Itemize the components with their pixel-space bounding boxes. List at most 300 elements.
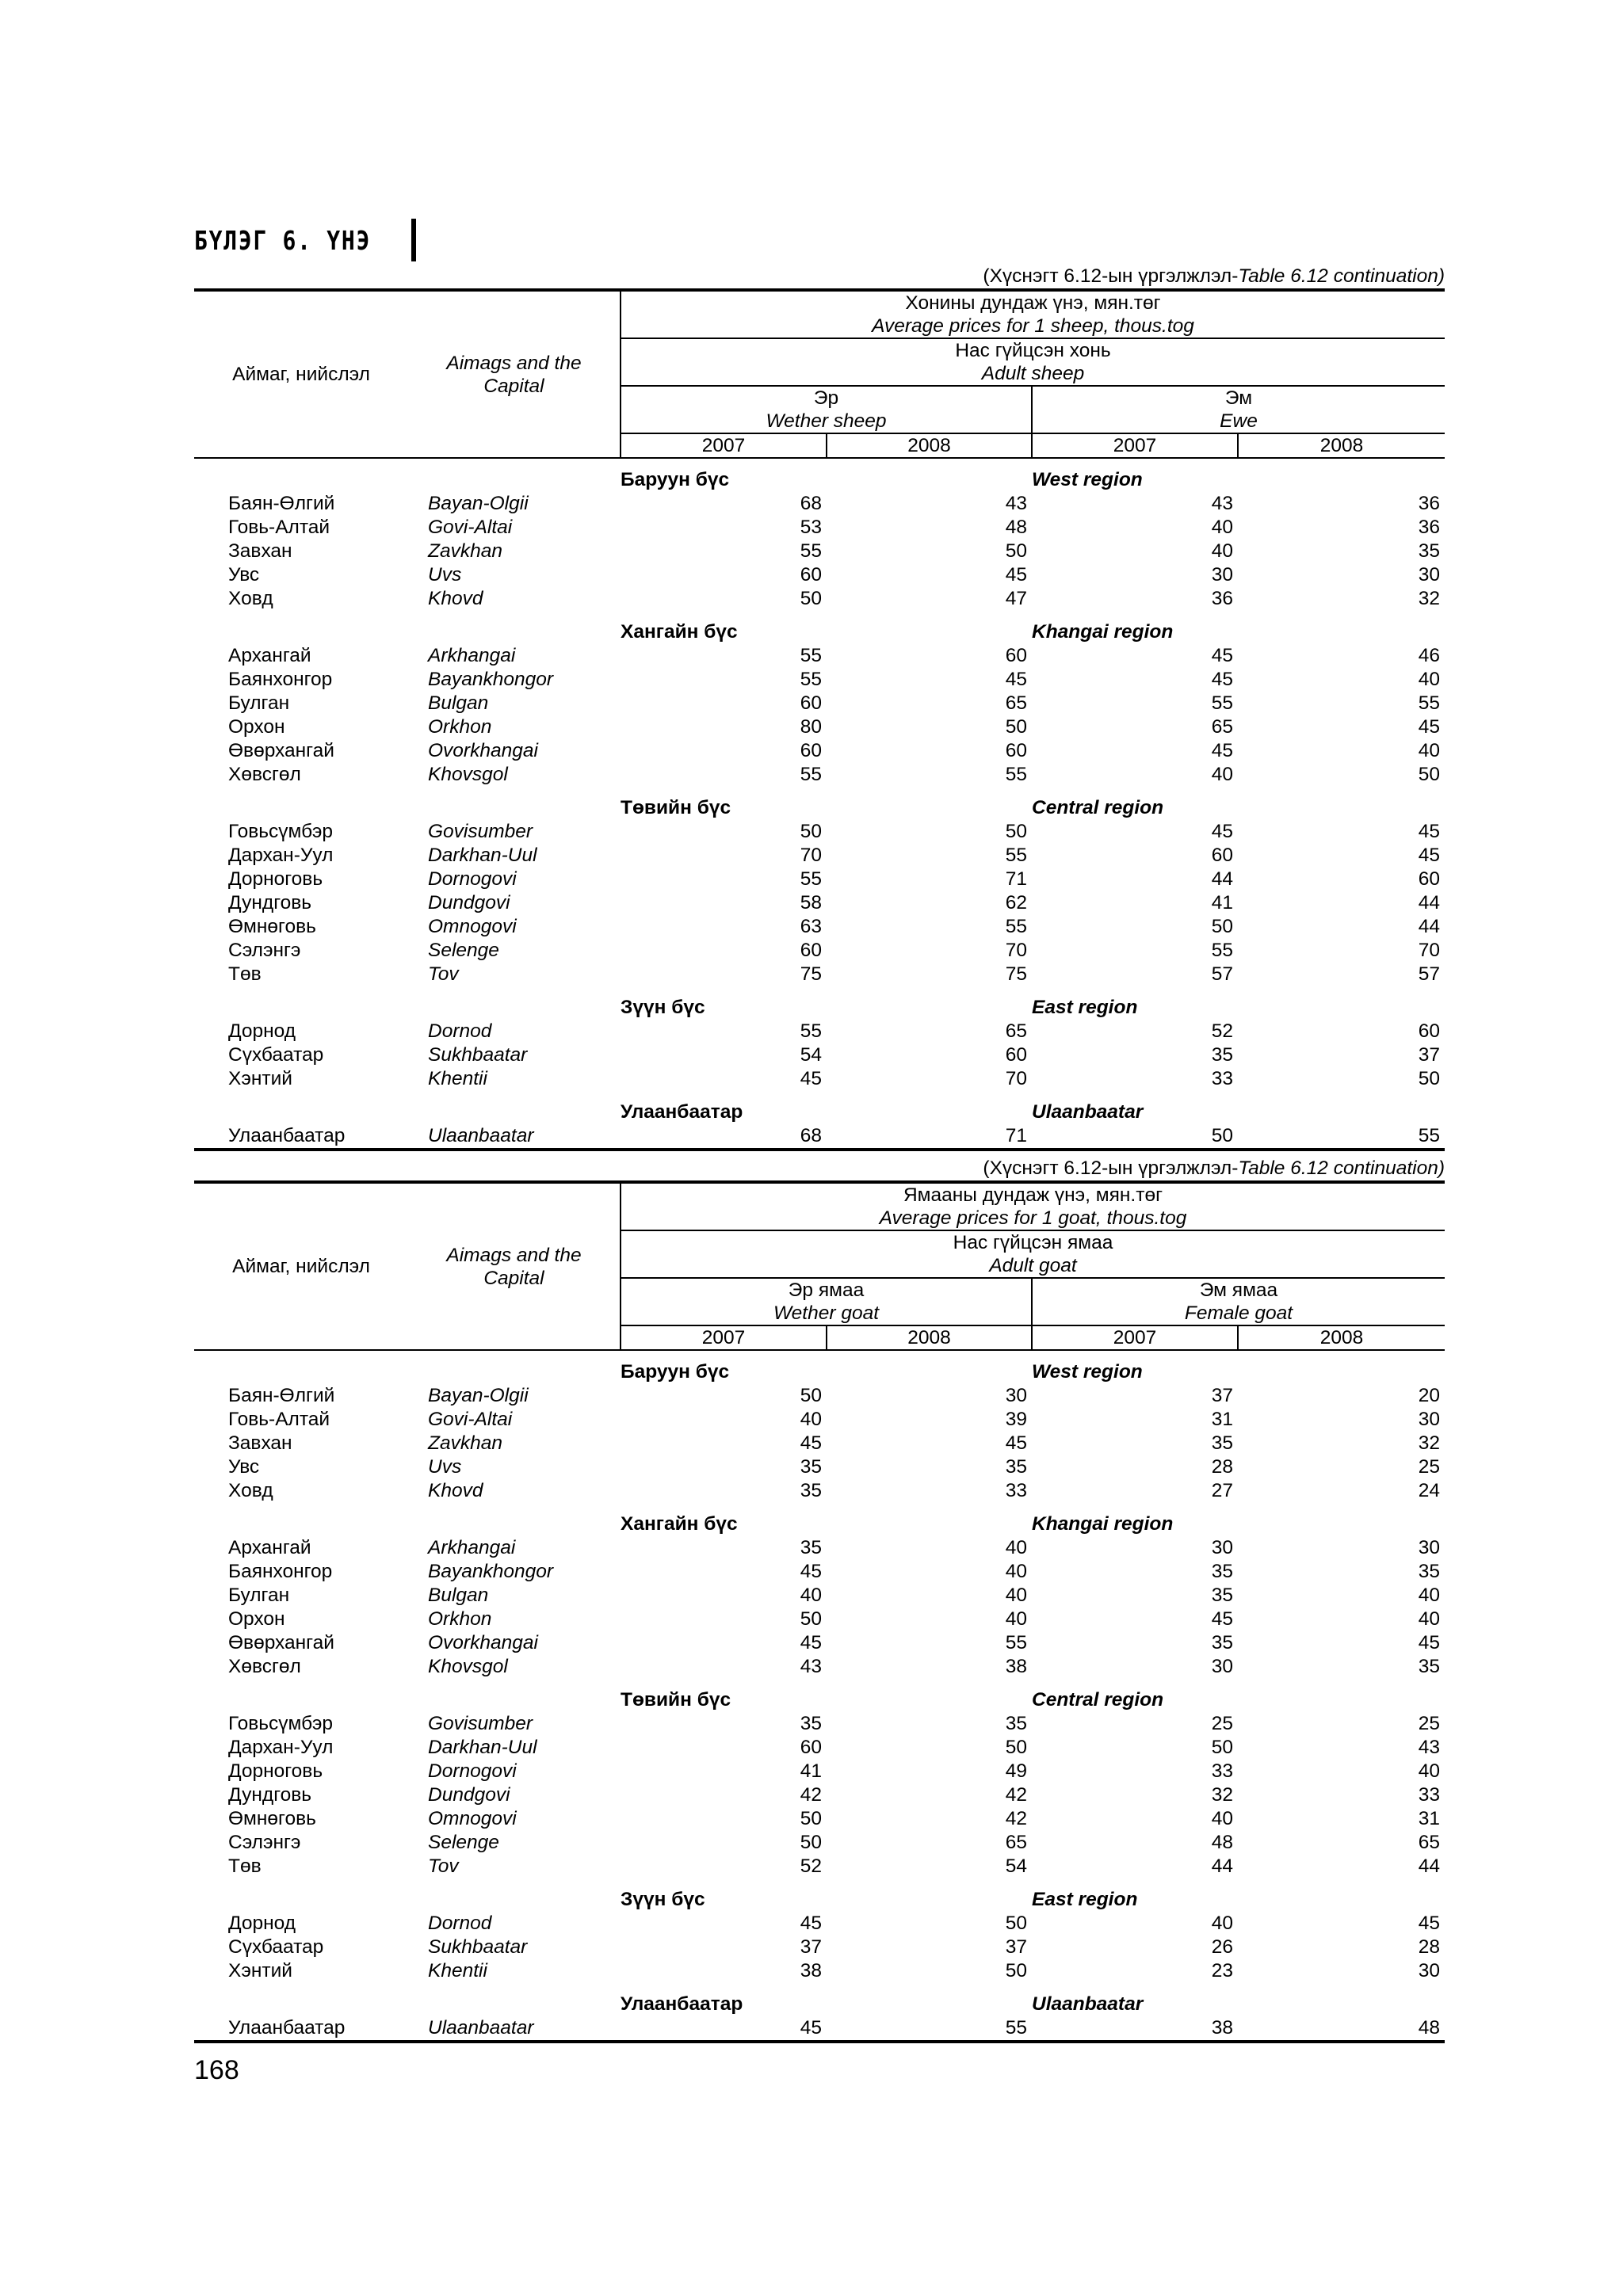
price-value: 25: [1211, 1713, 1233, 1734]
price-value: 43: [1418, 1737, 1440, 1758]
column-header-aimag-mn: [194, 1182, 408, 1350]
aimag-name-en: Ulaanbaatar: [408, 2016, 621, 2042]
price-value: 28: [1211, 1456, 1233, 1478]
aimag-name-en: Sukhbaatar: [428, 1936, 528, 1958]
price-value: 50: [1005, 716, 1027, 738]
region-name-mn: Улаанбаатар: [621, 1993, 743, 2015]
price-value: 40: [800, 1409, 822, 1430]
price-value: 55: [800, 540, 822, 562]
price-value: 60: [800, 692, 822, 714]
region-name-mn: Хангайн бүс: [621, 1513, 738, 1535]
table-row: [194, 1455, 1445, 1479]
header-year: 2007: [1032, 1325, 1238, 1350]
price-table: [194, 1180, 1445, 2043]
region-heading-row: [194, 1679, 1445, 1712]
price-value: 48: [1238, 2016, 1445, 2042]
aimag-name-mn: Хэнтий: [228, 1068, 292, 1089]
price-value: 45: [800, 1432, 822, 1454]
price-value: 30: [1211, 1656, 1233, 1677]
price-value: 40: [800, 1585, 822, 1606]
region-heading-row: [194, 611, 1445, 644]
price-value: 55: [800, 1020, 822, 1042]
price-value: 35: [1211, 1561, 1233, 1582]
price-value: 35: [800, 1456, 822, 1478]
header-year: 2007: [621, 1325, 827, 1350]
header-aimag-mn: Аймаг, нийслэл: [232, 364, 370, 385]
table-continuation-note: [194, 1157, 1445, 1180]
aimag-name-en: Khentii: [428, 1068, 487, 1089]
header-year: 2008: [1238, 433, 1445, 458]
price-value: 30: [1005, 1385, 1027, 1406]
price-value: 63: [800, 916, 822, 937]
table-row: [194, 739, 1445, 763]
aimag-name-mn: Ховд: [228, 588, 273, 609]
header-group-female-mn: Эм ямаа: [1199, 1280, 1278, 1301]
price-value: 40: [1211, 517, 1233, 538]
table-row: [194, 1584, 1445, 1608]
table-row: [194, 891, 1445, 915]
price-value: 54: [1005, 1855, 1027, 1877]
price-value: 40: [1418, 1585, 1440, 1606]
price-value: 30: [1211, 1537, 1233, 1558]
price-value: 30: [1211, 564, 1233, 585]
aimag-name-en: Bulgan: [428, 1585, 489, 1606]
aimag-name-mn: Говьсүмбэр: [228, 821, 333, 842]
aimag-name-en: Arkhangai: [428, 1537, 516, 1558]
table-row: [194, 668, 1445, 692]
price-value: 30: [1418, 1537, 1440, 1558]
price-value: 37: [1211, 1385, 1233, 1406]
aimag-name-mn: Улаанбаатар: [194, 2016, 408, 2042]
header-title-en: Average prices for 1 sheep, thous.tog: [621, 315, 1445, 338]
aimag-name-mn: Увс: [228, 564, 260, 585]
region-name-mn: Баруун бүс: [621, 469, 730, 490]
aimag-name-en: Orkhon: [428, 1608, 492, 1630]
price-value: 30: [1418, 1409, 1440, 1430]
aimag-name-en: Bulgan: [428, 692, 489, 714]
price-value: 55: [1005, 916, 1027, 937]
price-value: 31: [1211, 1409, 1233, 1430]
price-value: 45: [1418, 1913, 1440, 1934]
aimag-name-mn: Хэнтий: [228, 1960, 292, 1981]
price-value: 26: [1211, 1936, 1233, 1958]
header-group-male-en: Wether goat: [773, 1302, 879, 1324]
price-value: 50: [800, 1608, 822, 1630]
table-row: [194, 1736, 1445, 1760]
table-row: [194, 1631, 1445, 1655]
aimag-name-en: Dundgovi: [428, 892, 510, 913]
column-header-aimag-mn: [194, 290, 408, 458]
price-value: 50: [1005, 1960, 1027, 1981]
header-group-male-en: Wether sheep: [766, 410, 887, 432]
price-value: 37: [800, 1936, 822, 1958]
region-heading-row: [194, 1983, 1445, 2016]
price-value: 42: [1005, 1808, 1027, 1829]
aimag-name-mn: Улаанбаатар: [194, 1124, 408, 1150]
price-value: 41: [800, 1760, 822, 1782]
price-value: 55: [800, 645, 822, 666]
table-row: [194, 563, 1445, 587]
price-value: 36: [1418, 493, 1440, 514]
table-row: [194, 1783, 1445, 1807]
region-heading-row: [194, 1350, 1445, 1384]
aimag-name-en: Dornod: [428, 1020, 492, 1042]
aimag-name-en: Omnogovi: [428, 1808, 517, 1829]
aimag-name-mn: Дорнод: [228, 1913, 296, 1934]
price-value: 41: [1211, 892, 1233, 913]
price-value: 55: [1418, 692, 1440, 714]
table-row: [194, 1831, 1445, 1855]
price-value: 55: [1005, 1632, 1027, 1653]
continuation-mn: (Хүснэгт 6.12-ын үргэлжлэл-: [983, 1158, 1239, 1179]
price-value: 42: [1005, 1784, 1027, 1806]
table-row: [194, 492, 1445, 516]
price-value: 70: [800, 845, 822, 866]
price-value: 40: [1005, 1537, 1027, 1558]
price-value: 45: [1211, 1608, 1233, 1630]
price-value: 35: [1418, 1561, 1440, 1582]
price-value: 45: [1211, 821, 1233, 842]
header-title-mn: Хонины дундаж үнэ, мян.төг: [621, 290, 1445, 315]
header-group-male-mn: Эр: [813, 387, 839, 409]
header-aimag-en: Aimags and the Capital: [446, 352, 582, 397]
table-row: [194, 1712, 1445, 1736]
aimag-name-mn: Төв: [228, 963, 262, 985]
table-row: [194, 1760, 1445, 1783]
price-value: 60: [1005, 740, 1027, 761]
aimag-name-mn: Орхон: [228, 716, 285, 738]
region-name-mn: Улаанбаатар: [621, 1101, 743, 1123]
region-name-en: Khangai region: [1032, 621, 1174, 643]
price-table: [194, 288, 1445, 1151]
aimag-name-en: Zavkhan: [428, 1432, 502, 1454]
aimag-name-en: Khovsgol: [428, 1656, 508, 1677]
price-value: 68: [800, 493, 822, 514]
aimag-name-en: Govisumber: [428, 1713, 533, 1734]
price-value: 50: [1005, 540, 1027, 562]
price-value: 45: [1211, 645, 1233, 666]
price-value: 65: [1005, 1020, 1027, 1042]
aimag-name-mn: Сэлэнгэ: [228, 940, 301, 961]
aimag-name-mn: Баян-Өлгий: [228, 1385, 335, 1406]
table-row: [194, 1043, 1445, 1067]
aimag-name-mn: Говьсүмбэр: [228, 1713, 333, 1734]
header-group-female-en: Ewe: [1220, 410, 1258, 432]
table-row: [194, 1432, 1445, 1455]
aimag-name-en: Darkhan-Uul: [428, 1737, 537, 1758]
table-row: [194, 1067, 1445, 1091]
table-row: [194, 2016, 1445, 2042]
header-sub-mn: Нас гүйцсэн хонь: [621, 338, 1445, 362]
price-value: 46: [1418, 645, 1440, 666]
price-value: 35: [1211, 1432, 1233, 1454]
aimag-name-en: Tov: [428, 1855, 459, 1877]
price-value: 65: [1005, 692, 1027, 714]
table-row: [194, 820, 1445, 844]
price-value: 45: [1211, 740, 1233, 761]
aimag-name-mn: Сэлэнгэ: [228, 1832, 301, 1853]
price-value: 45: [800, 1068, 822, 1089]
price-value: 45: [1211, 669, 1233, 690]
aimag-name-mn: Дорноговь: [228, 868, 323, 890]
aimag-name-en: Darkhan-Uul: [428, 845, 537, 866]
price-value: 35: [1005, 1456, 1027, 1478]
table-row: [194, 644, 1445, 668]
price-value: 38: [1005, 1656, 1027, 1677]
price-value: 45: [800, 1913, 822, 1934]
price-value: 60: [1005, 645, 1027, 666]
price-value: 45: [1005, 669, 1027, 690]
price-value: 65: [1005, 1832, 1027, 1853]
price-value: 70: [1005, 940, 1027, 961]
aimag-name-en: Dornogovi: [428, 1760, 517, 1782]
price-value: 39: [1005, 1409, 1027, 1430]
region-name-mn: Зүүн бүс: [621, 997, 705, 1018]
price-value: 25: [1418, 1713, 1440, 1734]
price-value: 40: [1211, 540, 1233, 562]
aimag-name-mn: Завхан: [228, 1432, 292, 1454]
aimag-name-mn: Ховд: [228, 1480, 273, 1501]
aimag-name-en: Ulaanbaatar: [408, 1124, 621, 1150]
header-year: 2008: [1238, 1325, 1445, 1350]
price-value: 40: [1211, 1913, 1233, 1934]
price-value: 30: [1418, 564, 1440, 585]
price-value: 45: [1418, 716, 1440, 738]
header-year: 2007: [621, 433, 827, 458]
price-value: 60: [800, 740, 822, 761]
aimag-name-mn: Архангай: [228, 645, 311, 666]
header-year: 2007: [1032, 433, 1238, 458]
table-row: [194, 1807, 1445, 1831]
price-value: 32: [1418, 588, 1440, 609]
price-value: 50: [1418, 764, 1440, 785]
price-value: 44: [1418, 916, 1440, 937]
table-row: [194, 1912, 1445, 1936]
region-name-en: East region: [1032, 997, 1138, 1018]
column-header-aimag-en: [408, 1182, 621, 1350]
aimag-name-mn: Дундговь: [228, 1784, 312, 1806]
price-value: 52: [1211, 1020, 1233, 1042]
aimag-name-mn: Баян-Өлгий: [228, 493, 335, 514]
price-value: 50: [800, 588, 822, 609]
price-value: 28: [1418, 1936, 1440, 1958]
header-group-male: [621, 386, 1032, 433]
aimag-name-en: Omnogovi: [428, 916, 517, 937]
price-value: 38: [800, 1960, 822, 1981]
price-value: 50: [1211, 1737, 1233, 1758]
region-name-mn: Төвийн бүс: [621, 797, 731, 818]
table-row: [194, 540, 1445, 563]
price-value: 55: [1005, 764, 1027, 785]
price-value: 45: [800, 1632, 822, 1653]
aimag-name-mn: Өмнөговь: [228, 1808, 316, 1829]
aimag-name-en: Dornogovi: [428, 868, 517, 890]
table-row: [194, 1408, 1445, 1432]
region-name-mn: Хангайн бүс: [621, 621, 738, 643]
header-group-male-mn: Эр ямаа: [788, 1280, 865, 1301]
price-value: 43: [1005, 493, 1027, 514]
price-value: 50: [800, 1808, 822, 1829]
header-group-female-en: Female goat: [1184, 1302, 1293, 1324]
price-value: 32: [1211, 1784, 1233, 1806]
aimag-name-en: Selenge: [428, 1832, 499, 1853]
price-value: 55: [1238, 1124, 1445, 1150]
price-value: 45: [1418, 1632, 1440, 1653]
price-value: 35: [1211, 1632, 1233, 1653]
price-value: 55: [800, 764, 822, 785]
chapter-title: БҮЛЭГ 6. ҮНЭ: [194, 224, 372, 256]
price-value: 38: [1032, 2016, 1238, 2042]
sheep-prices-section: [194, 265, 1445, 1151]
header-sub-en: Adult goat: [621, 1254, 1445, 1278]
price-value: 58: [800, 892, 822, 913]
table-row: [194, 715, 1445, 739]
price-value: 50: [800, 821, 822, 842]
aimag-name-en: Dornod: [428, 1913, 492, 1934]
aimag-name-mn: Булган: [228, 692, 290, 714]
goat-prices-section: [194, 1157, 1445, 2043]
price-value: 50: [1005, 821, 1027, 842]
price-value: 49: [1005, 1760, 1027, 1782]
region-heading-row: [194, 1503, 1445, 1536]
aimag-name-mn: Төв: [228, 1855, 262, 1877]
aimag-name-mn: Дорноговь: [228, 1760, 323, 1782]
price-value: 45: [621, 2016, 827, 2042]
aimag-name-mn: Увс: [228, 1456, 260, 1478]
table-row: [194, 868, 1445, 891]
aimag-name-mn: Дорнод: [228, 1020, 296, 1042]
aimag-name-en: Sukhbaatar: [428, 1044, 528, 1066]
aimag-name-en: Dundgovi: [428, 1784, 510, 1806]
price-value: 32: [1418, 1432, 1440, 1454]
table-row: [194, 516, 1445, 540]
header-title-mn: Ямааны дундаж үнэ, мян.төг: [621, 1182, 1445, 1207]
header-group-female: [1032, 386, 1445, 433]
region-heading-row: [194, 1878, 1445, 1912]
price-value: 45: [1418, 821, 1440, 842]
aimag-name-en: Bayan-Olgii: [428, 1385, 529, 1406]
region-name-en: West region: [1032, 469, 1143, 490]
region-name-en: Khangai region: [1032, 1513, 1174, 1535]
price-value: 44: [1418, 1855, 1440, 1877]
price-value: 42: [800, 1784, 822, 1806]
aimag-name-en: Khovd: [428, 1480, 483, 1501]
price-value: 60: [800, 1737, 822, 1758]
table-row: [194, 1384, 1445, 1408]
price-value: 52: [800, 1855, 822, 1877]
region-name-en: Central region: [1032, 797, 1164, 818]
header-group-male: [621, 1278, 1032, 1325]
price-value: 54: [800, 1044, 822, 1066]
aimag-name-en: Ovorkhangai: [428, 1632, 538, 1653]
price-value: 35: [800, 1713, 822, 1734]
price-value: 45: [1418, 845, 1440, 866]
table-row: [194, 763, 1445, 787]
table-continuation-note: [194, 265, 1445, 288]
price-value: 71: [1005, 868, 1027, 890]
price-value: 71: [827, 1124, 1032, 1150]
chapter-heading: [194, 219, 416, 261]
header-group-female-mn: Эм: [1224, 387, 1253, 409]
region-name-en: Central region: [1032, 1689, 1164, 1711]
aimag-name-mn: Хөвсгөл: [228, 764, 301, 785]
price-value: 55: [1005, 845, 1027, 866]
price-value: 23: [1211, 1960, 1233, 1981]
price-value: 60: [1418, 868, 1440, 890]
region-heading-row: [194, 787, 1445, 820]
price-value: 60: [1005, 1044, 1027, 1066]
region-heading-row: [194, 1091, 1445, 1124]
page-number: 168: [194, 2055, 239, 2085]
price-value: 20: [1418, 1385, 1440, 1406]
table-row: [194, 1855, 1445, 1878]
price-value: 55: [827, 2016, 1032, 2042]
price-value: 50: [800, 1385, 822, 1406]
aimag-name-mn: Дундговь: [228, 892, 312, 913]
price-value: 24: [1418, 1480, 1440, 1501]
price-value: 40: [1418, 669, 1440, 690]
aimag-name-mn: Сүхбаатар: [228, 1044, 324, 1066]
price-value: 70: [1418, 940, 1440, 961]
price-value: 40: [1211, 1808, 1233, 1829]
table-row: [194, 915, 1445, 939]
price-value: 33: [1005, 1480, 1027, 1501]
aimag-name-mn: Өвөрхангай: [228, 1632, 334, 1653]
price-value: 25: [1418, 1456, 1440, 1478]
aimag-name-mn: Говь-Алтай: [228, 1409, 330, 1430]
price-value: 40: [1005, 1608, 1027, 1630]
table-row: [194, 1020, 1445, 1043]
table-row: [194, 963, 1445, 986]
column-header-aimag-en: [408, 290, 621, 458]
table-row: [194, 1536, 1445, 1560]
region-name-en: Ulaanbaatar: [1032, 1101, 1144, 1123]
price-value: 65: [1418, 1832, 1440, 1853]
region-name-mn: Баруун бүс: [621, 1361, 730, 1383]
aimag-name-en: Govi-Altai: [428, 517, 513, 538]
continuation-en: Table 6.12 continuation): [1238, 265, 1445, 287]
price-value: 30: [1418, 1960, 1440, 1981]
region-heading-row: [194, 458, 1445, 492]
price-value: 50: [1005, 1913, 1027, 1934]
aimag-name-en: Arkhangai: [428, 645, 516, 666]
aimag-name-en: Selenge: [428, 940, 499, 961]
price-value: 55: [1211, 940, 1233, 961]
aimag-name-mn: Дархан-Уул: [228, 845, 334, 866]
price-value: 50: [1211, 916, 1233, 937]
table-row: [194, 1479, 1445, 1503]
header-group-female: [1032, 1278, 1445, 1325]
chapter-divider-bar: [411, 219, 416, 261]
aimag-name-mn: Баянхонгор: [228, 669, 333, 690]
price-value: 31: [1418, 1808, 1440, 1829]
price-value: 40: [1418, 1760, 1440, 1782]
price-value: 50: [1005, 1737, 1027, 1758]
price-value: 40: [1418, 1608, 1440, 1630]
price-value: 44: [1211, 868, 1233, 890]
header-title-en: Average prices for 1 goat, thous.tog: [621, 1207, 1445, 1230]
aimag-name-mn: Өвөрхангай: [228, 740, 334, 761]
continuation-mn: (Хүснэгт 6.12-ын үргэлжлэл-: [983, 265, 1239, 287]
aimag-name-mn: Завхан: [228, 540, 292, 562]
price-value: 44: [1418, 892, 1440, 913]
price-value: 47: [1005, 588, 1027, 609]
price-value: 33: [1211, 1760, 1233, 1782]
price-value: 60: [1211, 845, 1233, 866]
header-year: 2008: [827, 1325, 1032, 1350]
header-sub-mn: Нас гүйцсэн ямаа: [621, 1230, 1445, 1254]
price-value: 45: [1005, 564, 1027, 585]
